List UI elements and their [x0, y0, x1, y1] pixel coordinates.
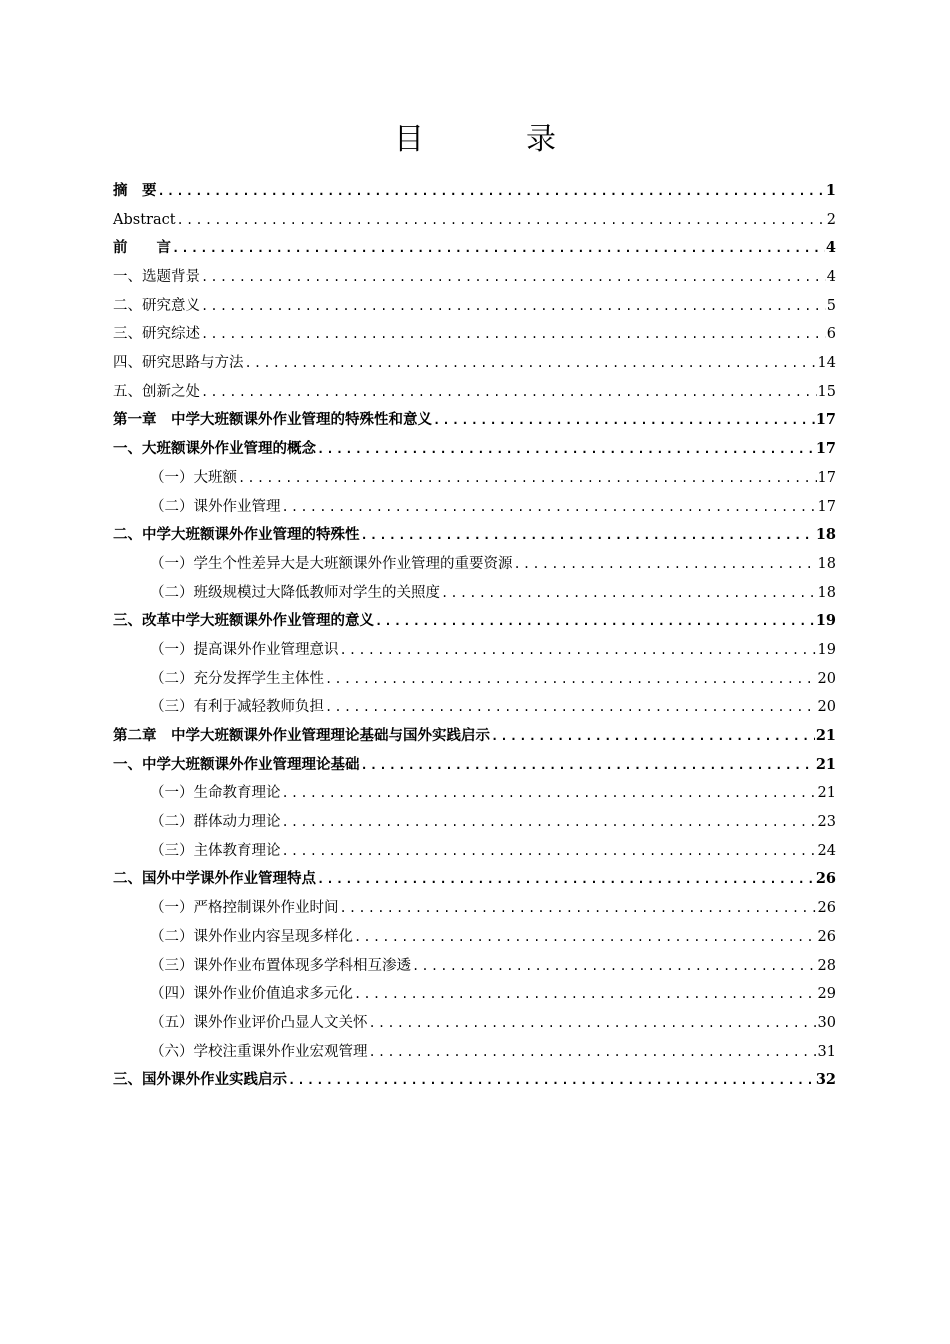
- toc-entry-label: 三、研究综述: [113, 326, 200, 343]
- toc-entry-label: （二）群体动力理论: [150, 814, 281, 831]
- toc-entry-label: 第一章 中学大班额课外作业管理的特殊性和意义: [113, 411, 432, 429]
- toc-entry-page-number: 23: [817, 814, 836, 831]
- toc-entry-page-number: 21: [817, 785, 836, 802]
- toc-entry-label: 一、中学大班额课外作业管理理论基础: [113, 755, 360, 773]
- toc-entry-label: （一）提高课外作业管理意识: [150, 641, 339, 658]
- toc-entry[interactable]: [113, 263, 836, 292]
- toc-entry[interactable]: [113, 837, 836, 866]
- toc-entry[interactable]: [113, 894, 836, 923]
- toc-entry-page-number: 28: [817, 957, 836, 974]
- toc-entry-label: （六）学校注重课外作业宏观管理: [150, 1043, 368, 1060]
- toc-entry[interactable]: [113, 177, 836, 206]
- toc-entry-label: 三、改革中学大班额课外作业管理的意义: [113, 612, 374, 630]
- toc-entry-label: 摘 要: [113, 181, 157, 199]
- toc-entry-page-number: 17: [815, 411, 836, 429]
- toc-entry-page-number: 4: [825, 239, 836, 257]
- toc-entry[interactable]: [113, 320, 836, 349]
- toc-entry-label: 前 言: [113, 239, 171, 257]
- toc-entry-page-number: 17: [815, 440, 836, 458]
- toc-entry-page-number: 1: [825, 181, 836, 199]
- toc-entry-label: （二）班级规模过大降低教师对学生的关照度: [150, 584, 440, 601]
- toc-leader-dots: [282, 808, 817, 837]
- toc-leader-dots: [361, 521, 815, 550]
- toc-leader-dots: [325, 693, 817, 722]
- toc-entry[interactable]: [113, 607, 836, 636]
- toc-leader-dots: [201, 320, 826, 349]
- toc-entry-label: 三、国外课外作业实践启示: [113, 1071, 287, 1089]
- toc-entry-page-number: 24: [817, 842, 836, 859]
- toc-leader-dots: [172, 234, 825, 263]
- table-of-contents: [113, 177, 836, 1095]
- toc-entry-label: （一）生命教育理论: [150, 785, 281, 802]
- toc-leader-dots: [369, 1009, 817, 1038]
- toc-leader-dots: [317, 435, 815, 464]
- toc-entry-page-number: 20: [817, 699, 836, 716]
- toc-leader-dots: [238, 464, 817, 493]
- toc-entry[interactable]: [113, 234, 836, 263]
- toc-entry-label: 五、创新之处: [113, 383, 200, 400]
- toc-entry[interactable]: [113, 722, 836, 751]
- toc-entry-page-number: 15: [817, 383, 836, 400]
- toc-entry-label: Abstract: [113, 211, 176, 228]
- toc-leader-dots: [340, 636, 817, 665]
- page-title: 目 录: [394, 122, 592, 157]
- toc-entry-page-number: 17: [817, 469, 836, 486]
- toc-entry[interactable]: [113, 693, 836, 722]
- toc-entry[interactable]: [113, 349, 836, 378]
- toc-entry[interactable]: [113, 521, 836, 550]
- toc-entry[interactable]: [113, 378, 836, 407]
- toc-leader-dots: [282, 837, 817, 866]
- toc-entry-label: （一）严格控制课外作业时间: [150, 900, 339, 917]
- toc-entry-page-number: 4: [826, 269, 836, 286]
- toc-leader-dots: [433, 406, 815, 435]
- toc-entry-label: （二）课外作业内容呈现多样化: [150, 928, 353, 945]
- toc-leader-dots: [369, 1038, 817, 1067]
- toc-entry[interactable]: [113, 407, 836, 436]
- toc-entry[interactable]: [113, 665, 836, 694]
- toc-entry[interactable]: [113, 636, 836, 665]
- toc-leader-dots: [317, 865, 815, 894]
- toc-entry[interactable]: [113, 779, 836, 808]
- toc-leader-dots: [354, 980, 817, 1009]
- toc-entry[interactable]: [113, 435, 836, 464]
- toc-entry-label: 四、研究思路与方法: [113, 355, 244, 372]
- toc-entry-label: （四）课外作业价值追求多元化: [150, 986, 353, 1003]
- toc-entry-page-number: 18: [815, 526, 836, 544]
- toc-leader-dots: [361, 751, 815, 780]
- toc-entry[interactable]: [113, 1009, 836, 1038]
- toc-leader-dots: [354, 923, 817, 952]
- toc-entry-page-number: 18: [817, 555, 836, 572]
- toc-leader-dots: [514, 550, 817, 579]
- toc-entry-label: （一）大班额: [150, 469, 237, 486]
- toc-entry-page-number: 32: [815, 1071, 836, 1089]
- toc-entry-page-number: 2: [826, 211, 836, 228]
- toc-entry[interactable]: [113, 493, 836, 522]
- toc-entry-page-number: 20: [817, 670, 836, 687]
- toc-entry-label: 二、中学大班额课外作业管理的特殊性: [113, 526, 360, 544]
- toc-entry[interactable]: [113, 980, 836, 1009]
- toc-leader-dots: [158, 177, 825, 206]
- toc-entry-page-number: 21: [815, 755, 836, 773]
- toc-entry[interactable]: [113, 808, 836, 837]
- toc-leader-dots: [282, 779, 817, 808]
- toc-leader-dots: [288, 1066, 815, 1095]
- toc-entry-page-number: 31: [817, 1043, 836, 1060]
- toc-leader-dots: [201, 292, 826, 321]
- toc-entry-label: （一）学生个性差异大是大班额课外作业管理的重要资源: [150, 555, 513, 572]
- toc-entry[interactable]: [113, 550, 836, 579]
- toc-entry[interactable]: [113, 866, 836, 895]
- toc-entry-label: （三）课外作业布置体现多学科相互渗透: [150, 957, 411, 974]
- toc-entry-page-number: 29: [817, 986, 836, 1003]
- toc-entry-label: （三）有利于减轻教师负担: [150, 699, 324, 716]
- toc-leader-dots: [375, 607, 815, 636]
- toc-entry-page-number: 19: [817, 641, 836, 658]
- toc-entry[interactable]: [113, 292, 836, 321]
- toc-entry-label: 一、选题背景: [113, 269, 200, 286]
- toc-entry-label: （二）课外作业管理: [150, 498, 281, 515]
- toc-leader-dots: [177, 206, 826, 235]
- toc-entry-page-number: 14: [817, 355, 836, 372]
- toc-entry-label: （三）主体教育理论: [150, 842, 281, 859]
- toc-entry-page-number: 26: [817, 928, 836, 945]
- toc-entry[interactable]: [113, 206, 836, 235]
- toc-entry-page-number: 21: [815, 727, 836, 745]
- toc-entry-label: 一、大班额课外作业管理的概念: [113, 440, 316, 458]
- toc-entry-page-number: 26: [817, 900, 836, 917]
- toc-entry-label: 二、研究意义: [113, 297, 200, 314]
- toc-entry-label: 第二章 中学大班额课外作业管理理论基础与国外实践启示: [113, 727, 490, 745]
- toc-entry[interactable]: [113, 923, 836, 952]
- toc-entry-page-number: 17: [817, 498, 836, 515]
- toc-entry-page-number: 5: [826, 297, 836, 314]
- toc-entry[interactable]: [113, 952, 836, 981]
- toc-leader-dots: [245, 349, 817, 378]
- toc-leader-dots: [201, 263, 826, 292]
- toc-leader-dots: [441, 579, 817, 608]
- toc-entry[interactable]: [113, 751, 836, 780]
- toc-leader-dots: [491, 722, 815, 751]
- toc-entry[interactable]: [113, 464, 836, 493]
- toc-entry-page-number: 30: [817, 1014, 836, 1031]
- toc-entry-label: （五）课外作业评价凸显人文关怀: [150, 1014, 368, 1031]
- toc-entry-page-number: 26: [815, 870, 836, 888]
- toc-entry-label: 二、国外中学课外作业管理特点: [113, 870, 316, 888]
- toc-leader-dots: [412, 952, 817, 981]
- toc-entry-label: （二）充分发挥学生主体性: [150, 670, 324, 687]
- toc-leader-dots: [340, 894, 817, 923]
- toc-entry-page-number: 6: [826, 326, 836, 343]
- toc-entry-page-number: 18: [817, 584, 836, 601]
- toc-entry[interactable]: [113, 579, 836, 608]
- toc-entry[interactable]: [113, 1038, 836, 1067]
- toc-leader-dots: [201, 378, 817, 407]
- toc-entry[interactable]: [113, 1066, 836, 1095]
- toc-leader-dots: [325, 665, 817, 694]
- toc-leader-dots: [282, 493, 817, 522]
- toc-entry-page-number: 19: [815, 612, 836, 630]
